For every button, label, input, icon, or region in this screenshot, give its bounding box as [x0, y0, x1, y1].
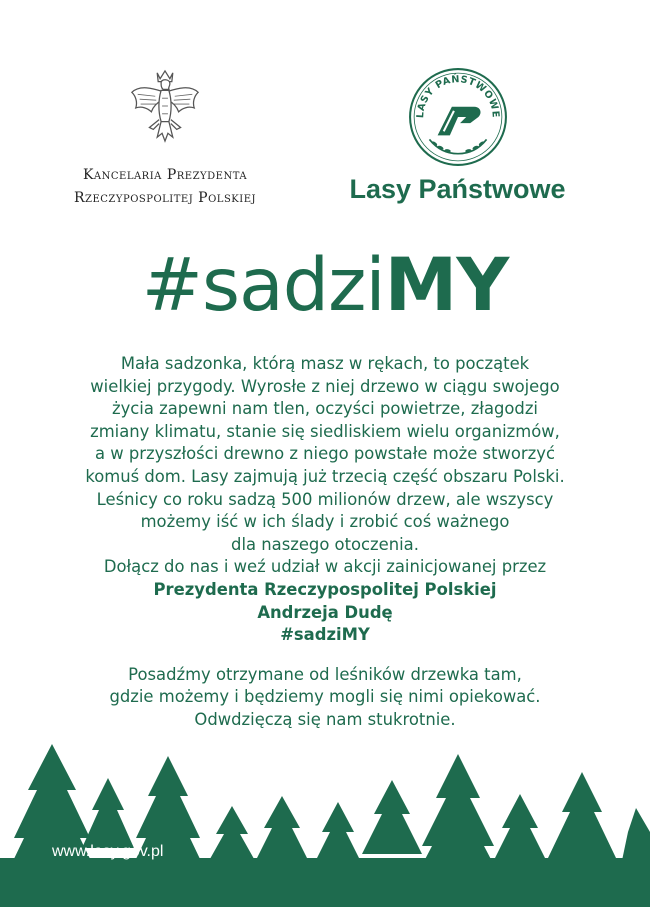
- closing-line: gdzie możemy i będziemy mogli się nimi opiekować.: [109, 687, 541, 707]
- highlight-name: Andrzeja Dudę: [257, 602, 393, 622]
- hashtag-part-bold: MY: [384, 243, 509, 328]
- tree: [252, 796, 312, 868]
- website-link[interactable]: www.lasy.gov.pl: [52, 843, 164, 860]
- spacer: [30, 647, 620, 664]
- lasy-panstwowe-logo: [325, 66, 590, 205]
- kancelaria-line-2: Rzeczypospolitej Polskiej: [73, 190, 257, 206]
- kancelaria-line-1: Kancelaria Prezydenta: [82, 167, 248, 183]
- emblem-text: LASY PAŃSTWOWE: [414, 74, 501, 119]
- campaign-description: [30, 353, 620, 732]
- campaign-hashtag-title: [0, 240, 650, 332]
- paragraph-line: Mała sadzonka, którą masz w rękach, to początek: [120, 354, 530, 373]
- forest-ground: [0, 858, 650, 907]
- paragraph-line: a w przyszłości drewno z niego powstałe może stworzyć: [95, 444, 555, 464]
- lasy-panstwowe-name: Lasy Państwowe: [349, 174, 566, 204]
- paragraph-line: wielkiej przygody. Wyrosłe z niej drzewo w ciągu swojego: [90, 376, 560, 396]
- paragraph-line: zmiany klimatu, stanie się siedliskiem wielu organizmów,: [90, 421, 560, 441]
- paragraph-line: Leśnicy co roku sadzą 500 milionów drzew, ale wszyscy: [96, 489, 554, 509]
- paragraph-line: dla naszego otoczenia.: [231, 534, 419, 554]
- paragraph-line: komuś dom. Lasy zajmują już trzecią część obszaru Polski.: [85, 466, 565, 486]
- closing-line: Posadźmy otrzymane od leśników drzewka tam,: [128, 664, 522, 684]
- kancelaria-logo: [60, 66, 270, 210]
- paragraph-line: życia zapewni nam tlen, oczyści powietrze, złagodzi: [111, 399, 538, 419]
- paragraph-line: możemy iść w ich ślady i zrobić coś ważnego: [140, 512, 510, 532]
- kancelaria-name: [60, 164, 270, 210]
- closing-line: Odwdzięczą się nam stukrotnie.: [194, 709, 456, 729]
- highlight-president: Prezydenta Rzeczypospolitej Polskiej: [153, 579, 497, 599]
- hashtag-part-regular: #sadzi: [141, 243, 385, 328]
- tree: [82, 778, 134, 848]
- tree: [206, 806, 258, 866]
- tree: [490, 794, 550, 868]
- tree: [362, 780, 422, 854]
- lasy-panstwowe-emblem-icon: [407, 66, 509, 168]
- forest-silhouette: [0, 720, 650, 907]
- polish-eagle-emblem-icon: [126, 66, 204, 146]
- highlight-hashtag: #sadziMY: [280, 625, 370, 645]
- paragraph-line: Dołącz do nas i weź udział w akcji zainicjowanej przez: [103, 557, 547, 577]
